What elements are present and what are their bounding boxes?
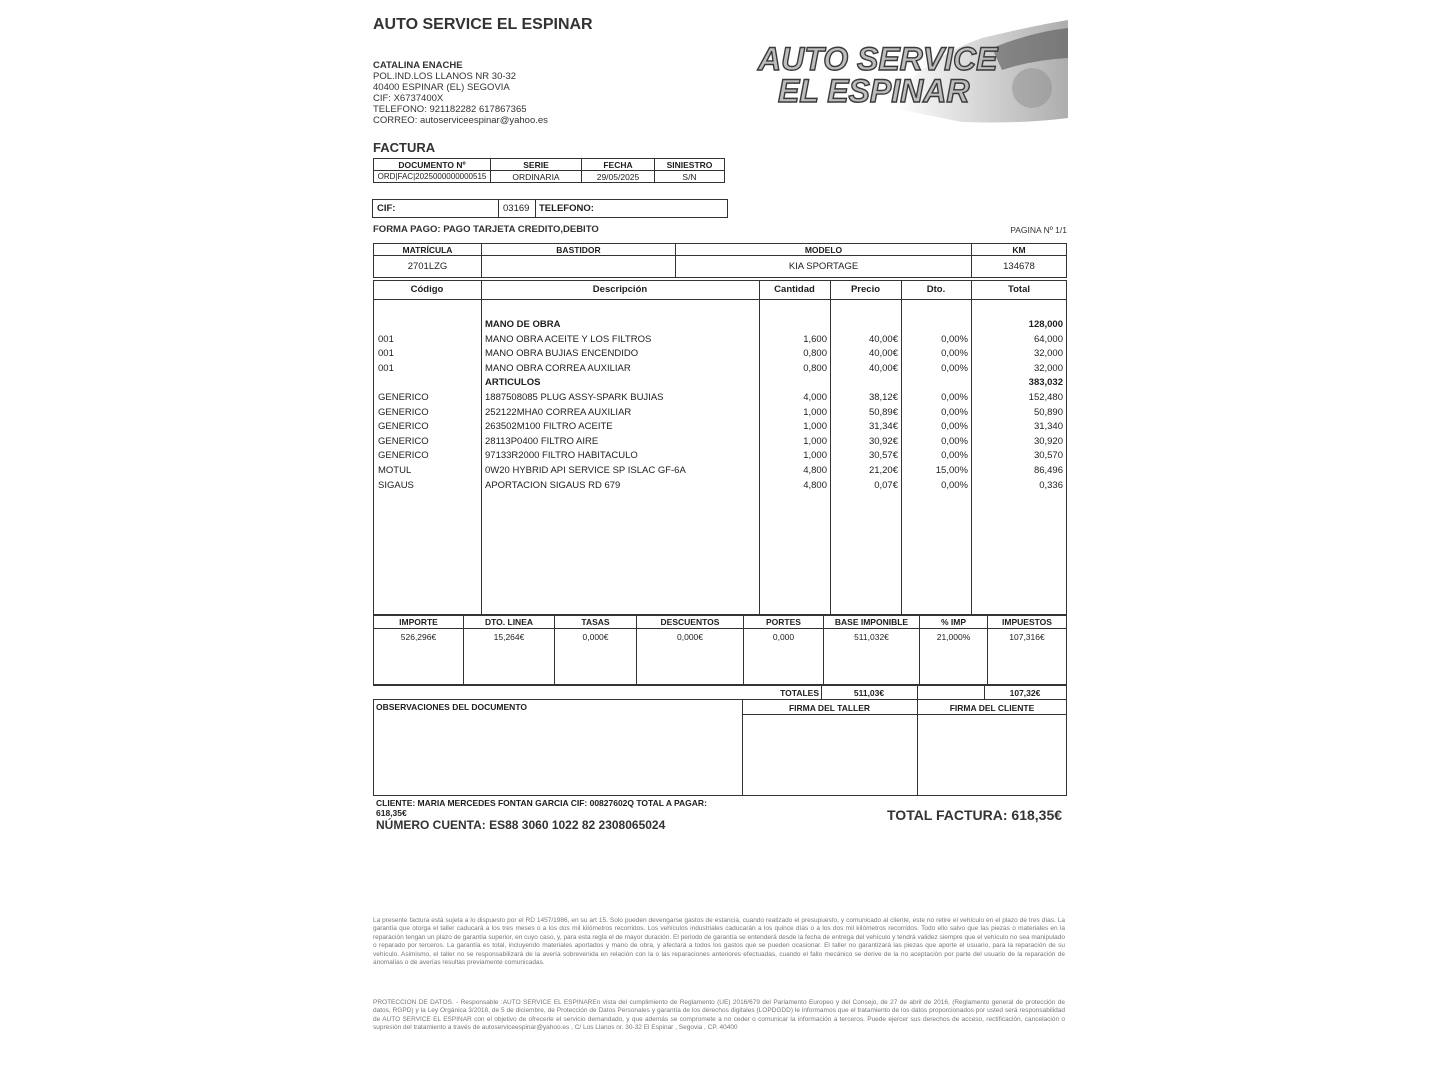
company-title: AUTO SERVICE EL ESPINAR bbox=[373, 16, 593, 33]
line-total: 86,496 bbox=[1033, 465, 1063, 476]
cif-label: CIF: bbox=[377, 203, 396, 214]
series-value: ORDINARIA bbox=[491, 171, 582, 183]
tax-rate-header: % IMP bbox=[920, 616, 988, 629]
line-group-row bbox=[373, 319, 1066, 333]
line-total: 32,000 bbox=[1033, 362, 1063, 374]
line-total: 128,000 bbox=[1028, 319, 1063, 330]
line-price: 21,20€ bbox=[868, 465, 898, 476]
line-quantity: 1,000 bbox=[803, 406, 827, 418]
totals-tax: 107,32€ bbox=[1009, 688, 1041, 698]
tax-rate-value: 21,000% bbox=[920, 629, 988, 685]
line-quantity: 4,800 bbox=[803, 465, 827, 476]
amount-value: 526,296€ bbox=[374, 629, 464, 685]
line-item-row bbox=[373, 436, 1066, 450]
workshop-signature-label: FIRMA DEL TALLER bbox=[788, 703, 871, 713]
taxes-value: 107,316€ bbox=[988, 629, 1067, 685]
line-price: 40,00€ bbox=[868, 348, 898, 360]
company-phone: TELEFONO: 921182282 617867365 bbox=[373, 104, 527, 115]
bank-account: NÚMERO CUENTA: ES88 3060 1022 82 2308065024 bbox=[376, 818, 666, 832]
payment-method: FORMA PAGO: PAGO TARJETA CREDITO,DEBITO bbox=[373, 224, 599, 235]
line-price: 30,57€ bbox=[868, 450, 898, 462]
plate-header: MATRÍCULA bbox=[374, 244, 482, 256]
totals-base: 511,03€ bbox=[853, 688, 885, 698]
line-total: 383,032 bbox=[1028, 377, 1063, 389]
line-total: 152,480 bbox=[1028, 392, 1063, 403]
line-quantity: 4,800 bbox=[803, 479, 827, 491]
line-discount: 0,00% bbox=[941, 333, 968, 345]
description-header: Descripción bbox=[592, 284, 648, 295]
km-header: KM bbox=[972, 244, 1067, 256]
discounts-header: DESCUENTOS bbox=[637, 616, 744, 629]
chassis-header: BASTIDOR bbox=[482, 244, 676, 256]
company-cif: CIF: X6737400X bbox=[373, 93, 444, 104]
fees-value: 0,000€ bbox=[555, 629, 637, 685]
date-value: 29/05/2025 bbox=[582, 171, 655, 183]
line-code: 001 bbox=[378, 362, 394, 374]
total-header: Total bbox=[1008, 284, 1030, 295]
model-value: KIA SPORTAGE bbox=[676, 256, 972, 278]
discounts-value: 0,000€ bbox=[637, 629, 744, 685]
line-description: MANO OBRA CORREA AUXILIAR bbox=[485, 362, 631, 374]
line-item-row bbox=[373, 421, 1066, 435]
company-email: CORREO: autoserviceespinar@yahoo.es bbox=[373, 115, 548, 126]
line-description: 97133R2000 FILTRO HABITACULO bbox=[485, 450, 638, 462]
line-description: 263502M100 FILTRO ACEITE bbox=[485, 421, 613, 433]
line-discount-header: DTO. LINEA bbox=[464, 616, 555, 629]
shipping-header: PORTES bbox=[744, 616, 824, 629]
line-discount: 0,00% bbox=[941, 348, 968, 360]
line-code: GENERICO bbox=[378, 406, 429, 418]
client-id-box bbox=[372, 199, 728, 218]
document-info-table bbox=[373, 158, 725, 183]
logo-line-2: EL ESPINAR bbox=[778, 73, 970, 109]
client-signature-label: FIRMA DEL CLIENTE bbox=[949, 703, 1035, 713]
observations-label: OBSERVACIONES DEL DOCUMENTO bbox=[376, 702, 527, 712]
line-code: GENERICO bbox=[378, 435, 429, 447]
line-price: 40,00€ bbox=[868, 333, 898, 345]
address-city: 40400 ESPINAR (EL) SEGOVIA bbox=[373, 82, 510, 93]
line-item-row bbox=[373, 465, 1066, 479]
claim-value: S/N bbox=[655, 171, 725, 183]
line-description: MANO DE OBRA bbox=[485, 319, 561, 330]
line-discount: 15,00% bbox=[935, 465, 968, 476]
line-discount: 0,00% bbox=[941, 421, 968, 433]
invoice-total: TOTAL FACTURA: 618,35€ bbox=[887, 807, 1063, 823]
line-price: 31,34€ bbox=[868, 421, 898, 433]
doc-number-header: DOCUMENTO Nº bbox=[374, 159, 491, 171]
totals-label: TOTALES bbox=[780, 688, 819, 698]
client-payment-line: CLIENTE: MARIA MERCEDES FONTAN GARCIA CIF: 00827602Q TOTAL A PAGAR: bbox=[376, 798, 707, 808]
line-discount: 0,00% bbox=[941, 435, 968, 447]
line-quantity: 0,800 bbox=[803, 362, 827, 374]
line-item-row bbox=[373, 480, 1066, 494]
summary-table bbox=[373, 615, 1067, 685]
client-code: 03169 bbox=[503, 203, 530, 214]
line-description: 1887508085 PLUG ASSY-SPARK BUJIAS bbox=[485, 392, 664, 403]
line-price: 40,00€ bbox=[868, 362, 898, 374]
line-discount-value: 15,264€ bbox=[464, 629, 555, 685]
page-number: PAGINA Nº 1/1 bbox=[1010, 225, 1067, 235]
line-item-row bbox=[373, 334, 1066, 348]
line-total: 31,340 bbox=[1033, 421, 1063, 433]
amount-header: IMPORTE bbox=[374, 616, 464, 629]
line-item-row bbox=[373, 450, 1066, 464]
line-code: GENERICO bbox=[378, 392, 429, 403]
discount-header: Dto. bbox=[926, 284, 946, 295]
fees-header: TASAS bbox=[555, 616, 637, 629]
company-logo bbox=[742, 18, 1068, 126]
tax-base-header: BASE IMPONIBLE bbox=[824, 616, 920, 629]
line-price: 38,12€ bbox=[868, 392, 898, 403]
document-title: FACTURA bbox=[373, 140, 436, 155]
doc-number-value: ORD|FAC|2025000000000515 bbox=[374, 171, 491, 183]
line-description: MANO OBRA ACEITE Y LOS FILTROS bbox=[485, 333, 652, 345]
line-quantity: 1,000 bbox=[803, 450, 827, 462]
line-code: GENERICO bbox=[378, 450, 429, 462]
logo-line-1: AUTO SERVICE bbox=[758, 41, 998, 77]
shipping-value: 0,000 bbox=[744, 629, 824, 685]
legal-warranty-text: La presente factura está sujeta a lo dispuesto por el RD 1457/1986, en su art 15. Solo pueden devengarse gastos de estancia, cuando realizado el presupuesto, y comunicado al cliente, este no retire el vehículo en el plazo de tres días. La garantía que otorga el taller caducará a los tres meses o a los dos mil kilómetros recorridos. Los vehículos industriales caducarán a los quince días o a los dos mil kilómetros recorridos. Todo ello salvo que las piezas o materiales en la reparación tengan un plazo de garantía superior, en cuyo caso, y, para esta regla el de mayor duración. El periodo de garantía se entenderá desde la fecha de entrega del vehículo y tendrá validez siempre que el vehículo no sea manipulado o reparado por terceros. La garantía es total, incluyendo materiales aportados y mano de obra, y afectará a todos los gastos que se pueden ocasionar. El taller no garantizará las piezas que aporte el usuario, para la reparación de su vehículo. Asimismo, el taller no se responsabilizará de la avería sobrevenida en relación con la o las reparaciones anteriores efectuadas, cuando el fallo mecánico se derive de la no aceptación por parte del usuario de la reparación de anomalías o de averías resultas previamente comunicadas. bbox=[373, 917, 1065, 967]
line-total: 0,336 bbox=[1039, 479, 1063, 491]
line-price: 30,92€ bbox=[868, 435, 898, 447]
line-quantity: 1,600 bbox=[803, 333, 827, 345]
line-code: 001 bbox=[378, 348, 394, 360]
legal-data-protection-text: PROTECCION DE DATOS. - Responsable :AUTO SERVICE EL ESPINAREn vista del cumplimiento de Reglamento (UE) 2016/679 del Parlamento Europeo y del Consejo, de 27 de abril de 2016, (Reglamento general de protección de datos, RGPD) y la Ley Orgánica 3/2018, de 5 de diciembre, de Protección de Datos Personales y garantía de los derechos digitales (LOPDGDD) le informamos que el tratamiento de los datos proporcionados por usted será responsabilidad de AUTO SERVICE EL ESPINAR con el objetivo de ofrecerle el servicio demandado, y que además se compromete a no ceder o comunicar la información a terceros. Puede ejercer sus derechos de acceso, rectificación, cancelación o supresión del tratamiento a través de autoserviceespinar@yahoo.es , C/ Los Llanos nr. 30-32 El Espinar , Segovia , CP. 40400 bbox=[373, 999, 1065, 1032]
company-address bbox=[373, 60, 548, 126]
taxes-header: IMPUESTOS bbox=[988, 616, 1067, 629]
line-item-row bbox=[373, 407, 1066, 421]
line-item-row bbox=[373, 363, 1066, 377]
line-code: 001 bbox=[378, 333, 394, 345]
line-discount: 0,00% bbox=[941, 406, 968, 418]
line-description: 28113P0400 FILTRO AIRE bbox=[485, 435, 599, 447]
line-description: APORTACION SIGAUS RD 679 bbox=[485, 479, 621, 491]
line-total: 64,000 bbox=[1033, 333, 1063, 345]
line-quantity: 0,800 bbox=[803, 348, 827, 360]
line-description: MANO OBRA BUJIAS ENCENDIDO bbox=[485, 348, 639, 360]
line-total: 30,920 bbox=[1033, 435, 1063, 447]
line-description: 252122MHA0 CORREA AUXILIAR bbox=[485, 406, 632, 418]
date-header: FECHA bbox=[582, 159, 655, 171]
owner-name: CATALINA ENACHE bbox=[373, 60, 463, 71]
line-code: GENERICO bbox=[378, 421, 429, 433]
line-total: 32,000 bbox=[1033, 348, 1063, 360]
phone-label: TELEFONO: bbox=[539, 203, 594, 214]
line-item-row bbox=[373, 348, 1066, 362]
line-discount: 0,00% bbox=[941, 362, 968, 374]
claim-header: SINIESTRO bbox=[655, 159, 725, 171]
km-value: 134678 bbox=[972, 256, 1067, 278]
line-price: 50,89€ bbox=[868, 406, 898, 418]
client-payment-amount: 618,35€ bbox=[376, 808, 407, 818]
line-description: ARTICULOS bbox=[485, 377, 541, 389]
tax-base-value: 511,032€ bbox=[824, 629, 920, 685]
series-header: SERIE bbox=[491, 159, 582, 171]
address-street: POL.IND.LOS LLANOS NR 30-32 bbox=[373, 71, 517, 82]
line-discount: 0,00% bbox=[941, 479, 968, 491]
line-price: 0,07€ bbox=[874, 479, 898, 491]
chassis-value bbox=[482, 256, 676, 278]
line-total: 30,570 bbox=[1033, 450, 1063, 462]
line-discount: 0,00% bbox=[941, 450, 968, 462]
line-total: 50,890 bbox=[1033, 406, 1063, 418]
plate-value: 2701LZG bbox=[374, 256, 482, 278]
price-header: Precio bbox=[850, 284, 881, 295]
line-code: MOTUL bbox=[378, 465, 412, 476]
model-header: MODELO bbox=[676, 244, 972, 256]
vehicle-table bbox=[373, 243, 1067, 278]
quantity-header: Cantidad bbox=[774, 284, 815, 295]
line-description: 0W20 HYBRID API SERVICE SP ISLAC GF-6A bbox=[485, 465, 686, 476]
line-item-row bbox=[373, 392, 1066, 406]
line-discount: 0,00% bbox=[941, 392, 968, 403]
line-quantity: 1,000 bbox=[803, 435, 827, 447]
line-group-row bbox=[373, 377, 1066, 391]
line-quantity: 4,000 bbox=[803, 392, 827, 403]
line-quantity: 1,000 bbox=[803, 421, 827, 433]
code-header: Código bbox=[410, 284, 444, 295]
line-code: SIGAUS bbox=[378, 479, 414, 491]
